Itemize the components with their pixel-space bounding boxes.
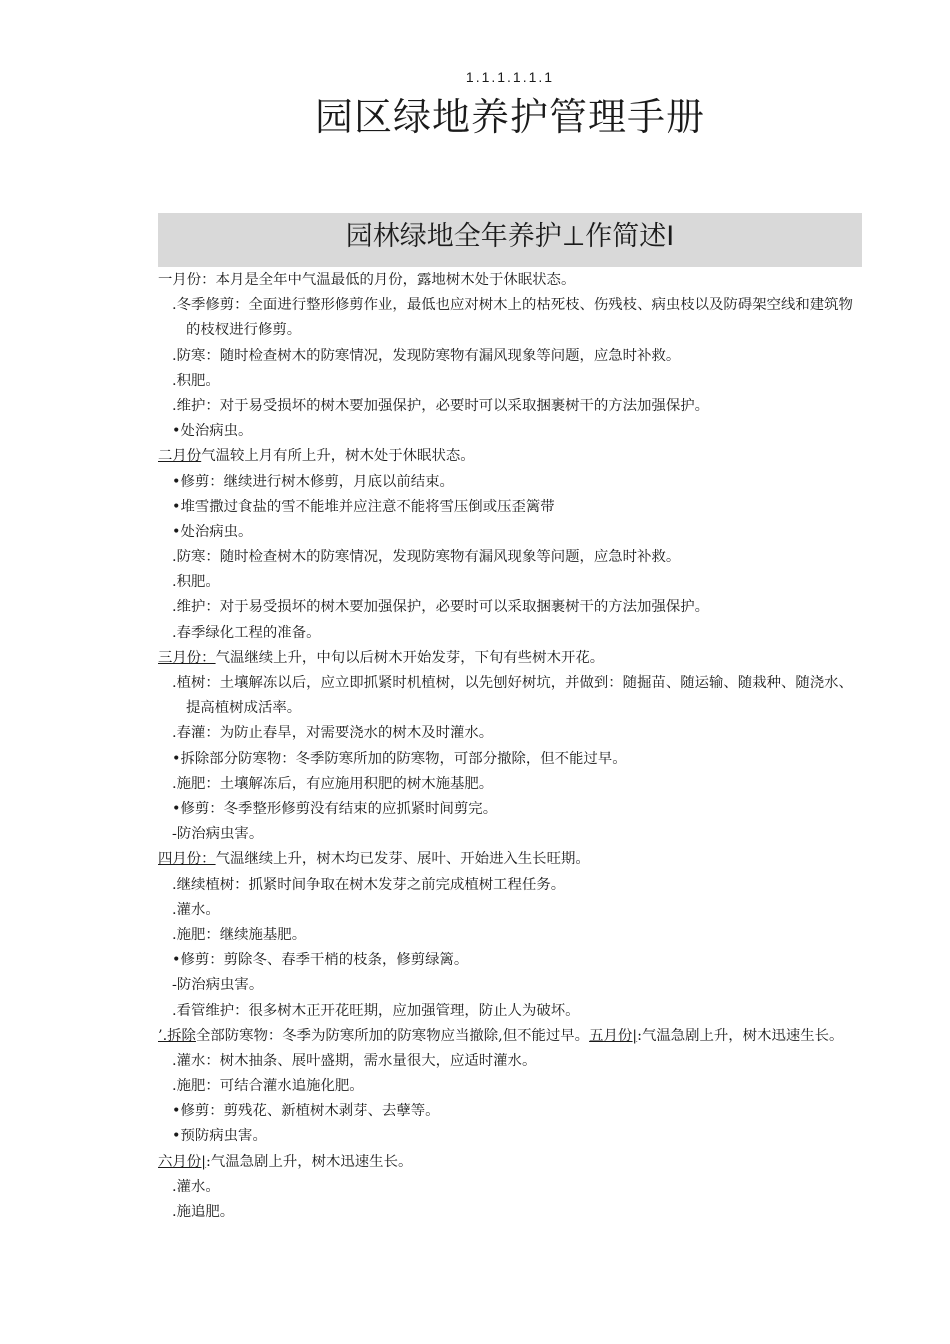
- list-item: .维护：对于易受损坏的树木要加强保护，必要时可以采取捆裹树干的方法加强保护。: [172, 397, 710, 414]
- list-item: .防寒：随时检查树木的防寒情况，发现防寒物有漏风现象等问题，应急时补救。: [172, 347, 681, 364]
- february-heading: [158, 444, 862, 469]
- march-heading: [158, 646, 862, 671]
- list-item: .灌水。: [172, 901, 220, 918]
- list-item: .施肥：继续施基肥。: [172, 926, 307, 943]
- list-item: .积肥。: [172, 372, 220, 389]
- april-heading: [158, 847, 862, 872]
- document-body: [158, 268, 862, 1225]
- list-item: •拆除部分防寒物：冬季防寒所加的防寒物，可部分撤除，但不能过早。: [172, 750, 627, 767]
- list-item: .植树：土壤解冻以后，应立即抓紧时机植树，以先刨好树坑，并做到：随掘苗、随运输、随栽种、随浇水、提高植树成活率。: [172, 675, 853, 717]
- list-item: .灌水：树木抽条、展叶盛期，需水量很大，应适时灌水。: [172, 1052, 537, 1069]
- list-item: .继续植树：抓紧时间争取在树木发芽之前完成植树工程任务。: [172, 876, 566, 893]
- list-item: .看管维护：很多树木正开花旺期，应加强管理，防止人为破坏。: [172, 1002, 580, 1019]
- list-item: .施肥：可结合灌水追施化肥。: [172, 1078, 364, 1095]
- list-item: •修剪：继续进行树木修剪，月底以前结束。: [172, 473, 454, 490]
- month-description: :气温急剧上升，树木迅速生长。: [206, 1153, 413, 1170]
- list-item: •预防病虫害。: [172, 1128, 267, 1145]
- list-item: •处治病虫。: [172, 423, 253, 440]
- list-item: -防治病虫害。: [172, 977, 264, 994]
- section-title-banner: 园林绿地全年养护⊥作简述Ⅰ: [158, 213, 862, 267]
- list-item-prefix: ’.拆除: [158, 1027, 196, 1044]
- list-item: •堆雪撒过食盐的雪不能堆并应注意不能将雪压倒或压歪篱带: [172, 498, 555, 515]
- list-item: .施肥：土壤解冻后，有应施用积肥的树木施基肥。: [172, 775, 494, 792]
- month-description: :气温急剧上升，树木迅速生长。: [637, 1027, 844, 1044]
- list-item: •修剪：冬季整形修剪没有结束的应抓紧时间剪完。: [172, 801, 498, 817]
- month-description: 气温较上月有所上升，树木处于休眠状态。: [201, 448, 475, 465]
- month-label: 五月份|: [589, 1027, 638, 1044]
- list-item: •修剪：剪残花、新植树木剥芽、去孽等。: [172, 1103, 440, 1120]
- list-item: .冬季修剪：全面进行整形修剪作业，最低也应对树木上的枯死枝、伤残枝、病虫枝以及防碍架空线和建筑物的枝杈进行修剪。: [172, 297, 853, 339]
- list-item: .春灌：为防止春旱，对需要浇水的树木及时灌水。: [172, 725, 494, 742]
- list-item: •修剪：剪除冬、春季干梢的枝条，修剪绿篱。: [172, 952, 469, 969]
- june-heading: [158, 1150, 862, 1175]
- month-description: 气温继续上升，树木均已发芽、展叶、开始进入生长旺期。: [215, 851, 590, 868]
- january-heading: 一月份：本月是全年中气温最低的月份，露地树木处于休眠状态。: [158, 272, 576, 288]
- month-label: 二月份: [158, 448, 202, 465]
- list-item: -防治病虫害。: [172, 826, 264, 843]
- list-item: .维护：对于易受损坏的树木要加强保护，必要时可以采取捆裹树干的方法加强保护。: [172, 599, 710, 616]
- list-item: .灌水。: [172, 1178, 220, 1195]
- month-label: 三月份：: [158, 649, 216, 666]
- document-number: 1.1.1.1.1.1: [465, 69, 555, 85]
- list-item: .积肥。: [172, 574, 220, 591]
- document-title: 园区绿地养护管理手册: [314, 95, 705, 139]
- list-item: 全部防寒物：冬季为防寒所加的防寒物应当撤除,但不能过早。: [195, 1027, 590, 1044]
- list-item: .施追肥。: [172, 1204, 235, 1221]
- list-item: .防寒：随时检查树木的防寒情况，发现防寒物有漏风现象等问题，应急时补救。: [172, 549, 681, 566]
- month-label: 四月份：: [158, 851, 216, 868]
- list-item: .春季绿化工程的准备。: [172, 624, 321, 641]
- month-description: 气温继续上升，中旬以后树木开始发芽，下旬有些树木开花。: [215, 649, 605, 666]
- month-label: 六月份|: [158, 1153, 207, 1170]
- list-item: •处治病虫。: [172, 523, 253, 540]
- may-heading: [158, 1024, 862, 1049]
